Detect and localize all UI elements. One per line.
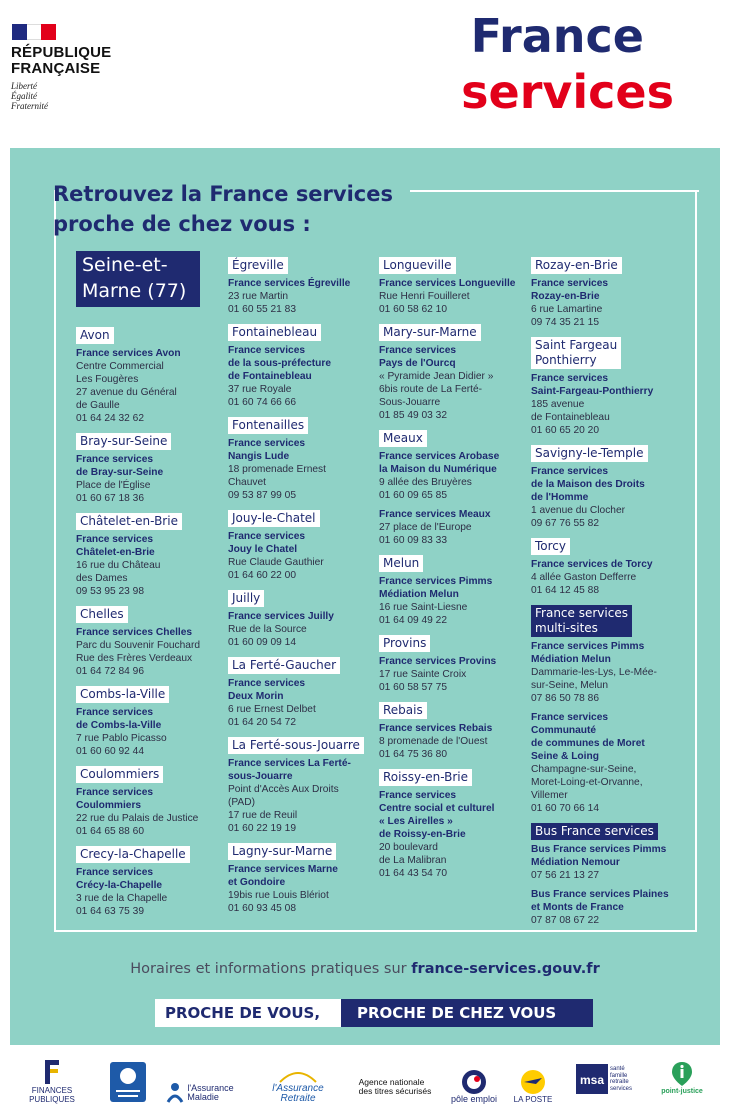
city-label: Juilly bbox=[228, 590, 264, 607]
location-block bbox=[379, 696, 529, 761]
service-phone: 01 64 63 75 39 bbox=[76, 906, 144, 917]
service-name: France services Meaux bbox=[379, 509, 491, 520]
service-entry bbox=[531, 711, 691, 815]
service-phone: 01 64 20 54 72 bbox=[228, 717, 296, 728]
city-label: France services multi-sites bbox=[531, 605, 632, 637]
brand-title: France bbox=[470, 9, 644, 63]
service-address: Dammarie-les-Lys, Le-Mée- sur-Seine, Melun bbox=[531, 667, 657, 691]
location-block bbox=[531, 817, 691, 927]
service-phone: 01 60 65 20 20 bbox=[531, 425, 599, 436]
service-name: France services de la Maison des Droits de l'Homme bbox=[531, 466, 645, 503]
location-block bbox=[228, 584, 376, 649]
service-address: 37 rue Royale bbox=[228, 384, 292, 395]
service-address: 6 rue Lamartine bbox=[531, 304, 603, 315]
service-name: France services Longueville bbox=[379, 278, 516, 289]
service-name: France services Pays de l'Ourcq bbox=[379, 345, 457, 369]
location-block bbox=[228, 251, 376, 316]
city-label: Fontenailles bbox=[228, 417, 308, 434]
city-label: Provins bbox=[379, 635, 430, 652]
city-label: Avon bbox=[76, 327, 114, 344]
service-phone: 01 60 22 19 19 bbox=[228, 823, 296, 834]
location-block bbox=[379, 629, 529, 694]
headline-line-2: proche de chez vous : bbox=[53, 212, 311, 236]
republique-francaise-logo bbox=[11, 45, 111, 77]
service-entry bbox=[531, 372, 691, 437]
service-address: 6 rue Ernest Delbet bbox=[228, 704, 316, 715]
service-phone: 09 67 76 55 82 bbox=[531, 518, 599, 529]
city-label: Rebais bbox=[379, 702, 427, 719]
service-address: 23 rue Martin bbox=[228, 291, 289, 302]
service-phone: 01 60 55 21 83 bbox=[228, 304, 296, 315]
location-block bbox=[76, 840, 222, 918]
service-name: France services Centre social et culturel « Les Airelles » de Roissy-en-Brie bbox=[379, 790, 495, 840]
service-entry bbox=[76, 626, 222, 678]
service-entry bbox=[379, 508, 529, 547]
service-phone: 01 64 09 49 22 bbox=[379, 615, 447, 626]
service-entry bbox=[531, 465, 691, 530]
service-phone: 01 85 49 03 32 bbox=[379, 410, 447, 421]
location-block bbox=[379, 763, 529, 880]
slogan-banner bbox=[155, 999, 593, 1027]
city-label: Égreville bbox=[228, 257, 288, 274]
city-label: Chelles bbox=[76, 606, 128, 623]
service-name: France services de Torcy bbox=[531, 559, 653, 570]
location-block bbox=[76, 680, 222, 758]
column-4 bbox=[531, 251, 691, 929]
city-label: Fontainebleau bbox=[228, 324, 321, 341]
city-label: Châtelet-en-Brie bbox=[76, 513, 182, 530]
location-block bbox=[379, 318, 529, 422]
caf-logo-icon bbox=[108, 1060, 148, 1104]
partner-text: santé famille retraite services bbox=[609, 1066, 632, 1092]
service-phone: 01 64 60 22 00 bbox=[228, 570, 296, 581]
service-name: France services Saint-Fargeau-Ponthierry bbox=[531, 373, 654, 397]
service-entry bbox=[379, 722, 529, 761]
service-address: Point d'Accès Aux Droits (PAD) 17 rue de Reuil bbox=[228, 784, 339, 821]
service-entry bbox=[228, 610, 376, 649]
service-name: France services Communauté de communes de Moret Seine & Loing bbox=[531, 712, 645, 762]
service-address: Champagne-sur-Seine, Moret-Loing-et-Orvanne, Villemer bbox=[531, 764, 643, 801]
partner-text: FINANCES PUBLIQUES bbox=[29, 1086, 75, 1104]
city-label: Lagny-sur-Marne bbox=[228, 843, 336, 860]
city-label: Roissy-en-Brie bbox=[379, 769, 472, 786]
city-label: Combs-la-Ville bbox=[76, 686, 169, 703]
partner-ants bbox=[354, 1052, 436, 1104]
location-block bbox=[531, 532, 691, 597]
service-entry bbox=[379, 575, 529, 627]
column-3 bbox=[379, 251, 529, 882]
service-phone: 01 64 12 45 88 bbox=[531, 585, 599, 596]
service-name: France services Pimms Médiation Melun bbox=[531, 641, 645, 665]
motto-liberte: Liberté bbox=[11, 81, 37, 91]
headline-line-1: Retrouvez la France services bbox=[53, 182, 393, 206]
service-entry bbox=[379, 450, 529, 502]
service-name: France services Juilly bbox=[228, 611, 334, 622]
service-phone: 01 60 58 62 10 bbox=[379, 304, 447, 315]
service-phone: 07 56 21 13 27 bbox=[531, 870, 599, 881]
partner-msa bbox=[568, 1052, 640, 1104]
service-phone: 01 60 74 66 66 bbox=[228, 397, 296, 408]
service-phone: 09 53 95 23 98 bbox=[76, 586, 144, 597]
service-phone: 01 60 70 66 14 bbox=[531, 803, 599, 814]
motto-egalite: Égalité bbox=[11, 91, 37, 101]
city-label: Savigny-le-Temple bbox=[531, 445, 648, 462]
directory-panel bbox=[10, 148, 720, 1045]
service-phone: 01 60 60 92 44 bbox=[76, 746, 144, 757]
service-entry bbox=[228, 530, 376, 582]
service-entry bbox=[531, 558, 691, 597]
decorative-frame-top bbox=[410, 190, 699, 192]
service-phone: 01 60 93 45 08 bbox=[228, 903, 296, 914]
location-block bbox=[379, 549, 529, 627]
service-phone: 01 64 24 32 62 bbox=[76, 413, 144, 424]
service-address: Rue Henri Fouilleret bbox=[379, 291, 470, 302]
partner-text: l'Assurance Maladie bbox=[187, 1083, 234, 1102]
location-block bbox=[76, 600, 222, 678]
service-address: 19bis rue Louis Blériot bbox=[228, 890, 329, 901]
service-phone: 09 53 87 99 05 bbox=[228, 490, 296, 501]
city-label: Bray-sur-Seine bbox=[76, 433, 171, 450]
service-address: 9 allée des Bruyères bbox=[379, 477, 472, 488]
service-address: 17 rue Sainte Croix bbox=[379, 669, 467, 680]
city-label: La Ferté-Gaucher bbox=[228, 657, 340, 674]
city-label: Jouy-le-Chatel bbox=[228, 510, 320, 527]
slogan-part-2: PROCHE DE CHEZ VOUS bbox=[341, 999, 593, 1027]
service-address: 7 rue Pablo Picasso bbox=[76, 733, 167, 744]
brand-subtitle: services bbox=[461, 65, 674, 119]
partner-logos bbox=[0, 1052, 730, 1107]
service-address: 3 rue de la Chapelle bbox=[76, 893, 168, 904]
location-block bbox=[228, 411, 376, 502]
partner-assurance-maladie bbox=[160, 1052, 240, 1104]
service-name: France services Égreville bbox=[228, 278, 351, 289]
city-label: Melun bbox=[379, 555, 423, 572]
service-name: France services Rozay-en-Brie bbox=[531, 278, 609, 302]
city-label: Bus France services bbox=[531, 823, 658, 840]
service-entry bbox=[379, 277, 529, 316]
service-name: France services de Combs-la-Ville bbox=[76, 707, 162, 731]
service-name: Bus France services Pimms Médiation Nemour bbox=[531, 844, 667, 868]
department-label: Seine-et- Marne (77) bbox=[76, 251, 200, 307]
service-phone: 07 87 08 67 22 bbox=[531, 915, 599, 926]
service-entry bbox=[228, 437, 376, 502]
column-2 bbox=[228, 251, 376, 917]
service-phone: 07 86 50 78 86 bbox=[531, 693, 599, 704]
service-phone: 01 64 65 88 60 bbox=[76, 826, 144, 837]
service-entry bbox=[228, 344, 376, 409]
service-entry bbox=[531, 277, 691, 329]
service-address: Rue Claude Gauthier bbox=[228, 557, 324, 568]
service-address: Rue de la Source bbox=[228, 624, 307, 635]
service-entry bbox=[228, 757, 376, 835]
service-address: 16 rue Saint-Liesne bbox=[379, 602, 468, 613]
pole-emploi-icon bbox=[461, 1069, 487, 1095]
service-name: France services Pimms Médiation Melun bbox=[379, 576, 493, 600]
service-name: France services Jouy le Chatel bbox=[228, 531, 306, 555]
city-label: Longueville bbox=[379, 257, 456, 274]
location-block bbox=[228, 318, 376, 409]
republique-text: RÉPUBLIQUE bbox=[11, 44, 112, 61]
city-label: La Ferté-sous-Jouarre bbox=[228, 737, 364, 754]
location-block bbox=[379, 424, 529, 547]
slogan-part-1: PROCHE DE VOUS, bbox=[155, 999, 341, 1027]
partner-point-justice bbox=[656, 1052, 708, 1104]
city-label: Torcy bbox=[531, 538, 570, 555]
column-1 bbox=[76, 251, 222, 920]
location-block bbox=[76, 427, 222, 505]
service-name: France services Deux Morin bbox=[228, 678, 306, 702]
service-phone: 01 64 43 54 70 bbox=[379, 868, 447, 879]
service-entry bbox=[531, 843, 691, 882]
service-address: 8 promenade de l'Ouest bbox=[379, 736, 488, 747]
location-block bbox=[531, 331, 691, 437]
location-block bbox=[228, 837, 376, 915]
location-block bbox=[531, 439, 691, 530]
service-phone: 01 60 09 83 33 bbox=[379, 535, 447, 546]
partner-text: Agence nationale des titres sécurisés bbox=[358, 1077, 432, 1096]
city-label: Meaux bbox=[379, 430, 427, 447]
city-label: Rozay-en-Brie bbox=[531, 257, 622, 274]
partner-la-poste bbox=[508, 1052, 558, 1104]
service-phone: 09 74 35 21 15 bbox=[531, 317, 599, 328]
location-block bbox=[531, 251, 691, 329]
location-block bbox=[76, 321, 222, 425]
service-name: France services Chelles bbox=[76, 627, 193, 638]
service-entry bbox=[531, 640, 691, 705]
service-phone: 01 60 09 65 85 bbox=[379, 490, 447, 501]
location-block bbox=[379, 251, 529, 316]
location-block bbox=[228, 651, 376, 729]
service-name: France services Châtelet-en-Brie bbox=[76, 534, 155, 558]
page-header bbox=[0, 0, 730, 148]
partner-text: LA POSTE bbox=[513, 1095, 553, 1104]
partner-pole-emploi bbox=[446, 1052, 502, 1104]
service-address: 1 avenue du Clocher bbox=[531, 505, 626, 516]
service-address: « Pyramide Jean Didier » 6bis route de La Ferté- Sous-Jouarre bbox=[379, 371, 494, 408]
assurance-maladie-icon bbox=[166, 1082, 184, 1104]
svg-text:msa: msa bbox=[579, 1073, 605, 1087]
service-entry bbox=[76, 453, 222, 505]
service-phone: 01 60 67 18 36 bbox=[76, 493, 144, 504]
service-entry bbox=[76, 533, 222, 598]
service-phone: 01 60 09 09 14 bbox=[228, 637, 296, 648]
service-name: France services Crécy-la-Chapelle bbox=[76, 867, 163, 891]
la-poste-icon bbox=[518, 1069, 548, 1095]
service-entry bbox=[228, 677, 376, 729]
service-name: France services Coulommiers bbox=[76, 787, 154, 811]
partner-text: point-justice bbox=[661, 1088, 703, 1095]
partner-text: l'Assurance Retraite bbox=[272, 1083, 324, 1104]
service-entry bbox=[379, 655, 529, 694]
service-name: France services Provins bbox=[379, 656, 497, 667]
assurance-retraite-icon bbox=[278, 1068, 318, 1084]
service-address: 20 boulevard de La Malibran bbox=[379, 842, 447, 866]
service-entry bbox=[228, 863, 376, 915]
headline bbox=[53, 179, 393, 239]
service-name: France services Arobase la Maison du Numérique bbox=[379, 451, 500, 475]
location-block bbox=[228, 731, 376, 835]
partner-text: pôle emploi bbox=[450, 1094, 498, 1104]
service-entry bbox=[228, 277, 376, 316]
service-phone: 01 64 72 84 96 bbox=[76, 666, 144, 677]
service-address: Centre Commercial Les Fougères 27 avenue du Général de Gaulle bbox=[76, 361, 177, 411]
service-name: France services La Ferté- sous-Jouarre bbox=[228, 758, 351, 782]
msa-logo-icon bbox=[576, 1064, 608, 1094]
partner-allocations-familiales bbox=[104, 1052, 152, 1104]
service-address: 185 avenue de Fontainebleau bbox=[531, 399, 610, 423]
partner-finances-publiques bbox=[10, 1052, 94, 1104]
service-entry bbox=[76, 347, 222, 425]
city-label: Saint Fargeau Ponthierry bbox=[531, 337, 621, 369]
location-block bbox=[76, 507, 222, 598]
website-link[interactable]: france-services.gouv.fr bbox=[411, 961, 600, 977]
location-block bbox=[76, 760, 222, 838]
service-address: 18 promenade Ernest Chauvet bbox=[228, 464, 326, 488]
service-phone: 01 64 75 36 80 bbox=[379, 749, 447, 760]
service-address: 22 rue du Palais de Justice bbox=[76, 813, 199, 824]
partner-assurance-retraite bbox=[250, 1052, 346, 1104]
service-name: France services Avon bbox=[76, 348, 181, 359]
service-entry bbox=[531, 888, 691, 927]
service-name: France services Nangis Lude bbox=[228, 438, 306, 462]
service-entry bbox=[76, 706, 222, 758]
point-justice-icon bbox=[671, 1061, 693, 1087]
service-entry bbox=[76, 786, 222, 838]
service-name: France services de Bray-sur-Seine bbox=[76, 454, 164, 478]
service-address: Place de l'Église bbox=[76, 480, 151, 491]
motto-fraternite: Fraternité bbox=[11, 101, 48, 111]
service-address: 27 place de l'Europe bbox=[379, 522, 472, 533]
service-entry bbox=[379, 789, 529, 880]
service-name: Bus France services Plaines et Monts de France bbox=[531, 889, 669, 913]
finances-publiques-icon bbox=[41, 1058, 63, 1086]
french-flag-icon bbox=[12, 24, 56, 40]
city-label: Coulommiers bbox=[76, 766, 163, 783]
service-name: France services Rebais bbox=[379, 723, 493, 734]
location-block bbox=[531, 599, 691, 815]
location-block bbox=[228, 504, 376, 582]
service-address: Parc du Souvenir Fouchard Rue des Frères Verdeaux bbox=[76, 640, 201, 664]
service-entry bbox=[379, 344, 529, 422]
service-entry bbox=[76, 866, 222, 918]
service-address: 4 allée Gaston Defferre bbox=[531, 572, 637, 583]
city-label: Mary-sur-Marne bbox=[379, 324, 481, 341]
service-name: France services Marne et Gondoire bbox=[228, 864, 338, 888]
republic-motto bbox=[11, 81, 48, 111]
info-prefix: Horaires et informations pratiques sur bbox=[130, 961, 412, 977]
city-label: Crecy-la-Chapelle bbox=[76, 846, 190, 863]
info-line bbox=[10, 961, 720, 977]
service-address: 16 rue du Château des Dames bbox=[76, 560, 161, 584]
service-phone: 01 60 58 57 75 bbox=[379, 682, 447, 693]
francaise-text: FRANÇAISE bbox=[11, 60, 101, 77]
service-name: France services de la sous-préfecture de Fontainebleau bbox=[228, 345, 332, 382]
